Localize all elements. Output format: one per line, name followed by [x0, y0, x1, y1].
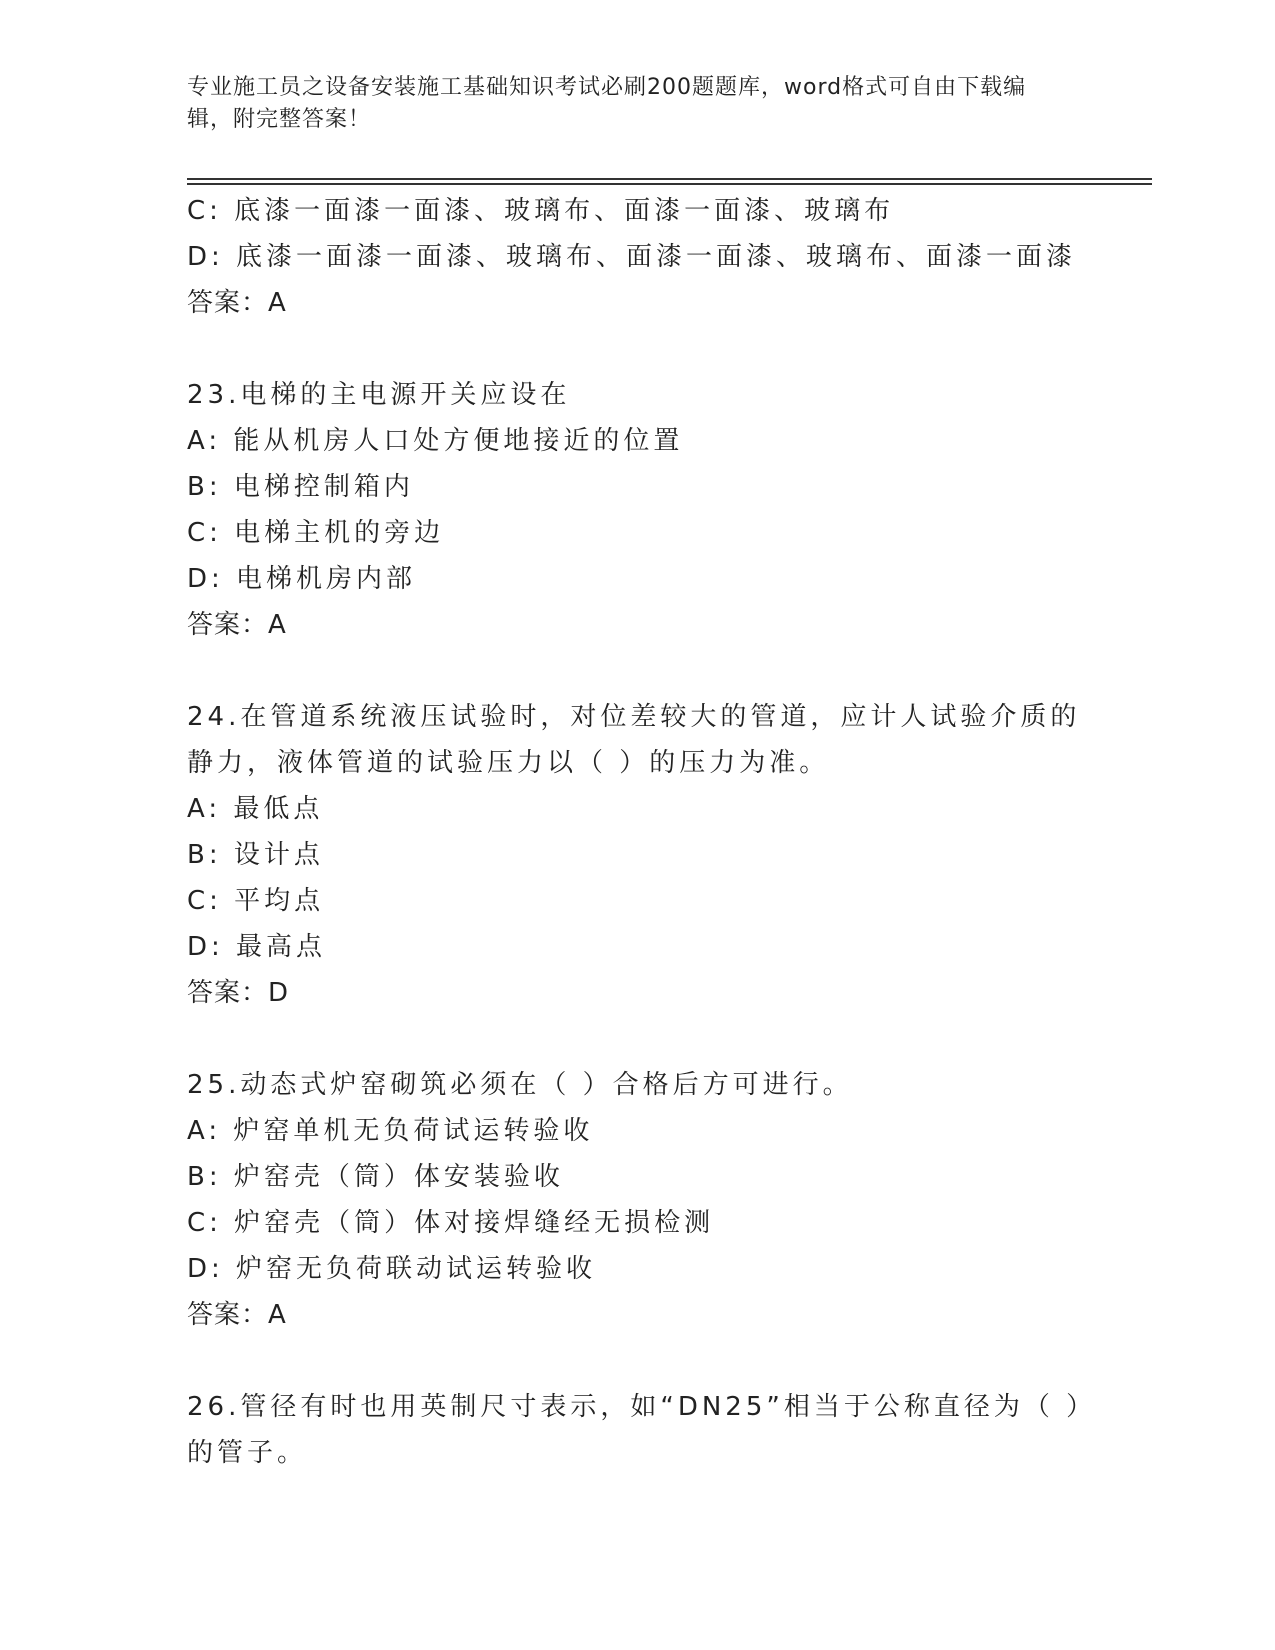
question-25: 25.动态式炉窑砌筑必须在（ ）合格后方可进行。 — [187, 1070, 853, 1100]
q25-answer: 答案：A — [187, 1300, 287, 1330]
q24-option-a: A: 最低点 — [187, 794, 324, 824]
q25-option-b: B: 炉窑壳（筒）体安装验收 — [187, 1162, 564, 1192]
q23-option-b: B: 电梯控制箱内 — [187, 472, 414, 502]
q25-option-c: C: 炉窑壳（筒）体对接焊缝经无损检测 — [187, 1208, 715, 1238]
header-rule-top — [187, 178, 1152, 180]
question-26: 26.管径有时也用英制尺寸表示，如“DN25”相当于公称直径为（ ）的管子。 — [187, 1392, 1084, 1468]
question-23: 23.电梯的主电源开关应设在 — [187, 380, 571, 410]
q24-option-b: B: 设计点 — [187, 840, 324, 870]
q23-option-c: C: 电梯主机的旁边 — [187, 518, 445, 548]
document-body — [187, 188, 1087, 1476]
document-header: 专业施工员之设备安装施工基础知识考试必刷200题题库，word格式可自由下载编辑，附完整答案！ — [187, 75, 1027, 132]
q25-option-d: D: 炉窑无负荷联动试运转验收 — [187, 1254, 597, 1284]
q23-option-a: A: 能从机房人口处方便地接近的位置 — [187, 426, 684, 456]
q23-answer: 答案：A — [187, 610, 287, 640]
prev-option-d: D: 底漆一面漆一面漆、玻璃布、面漆一面漆、玻璃布、面漆一面漆 — [187, 242, 1077, 272]
question-24: 24.在管道系统液压试验时，对位差较大的管道，应计人试验介质的静力，液体管道的试验压力以（ ）的压力为准。 — [187, 702, 1081, 778]
q24-option-c: C: 平均点 — [187, 886, 325, 916]
prev-answer: 答案：A — [187, 288, 287, 318]
q25-option-a: A: 炉窑单机无负荷试运转验收 — [187, 1116, 594, 1146]
header-rule-bottom — [187, 183, 1152, 185]
q24-option-d: D: 最高点 — [187, 932, 327, 962]
prev-option-c: C: 底漆一面漆一面漆、玻璃布、面漆一面漆、玻璃布 — [187, 196, 895, 226]
q23-option-d: D: 电梯机房内部 — [187, 564, 417, 594]
q24-answer: 答案：D — [187, 978, 290, 1008]
